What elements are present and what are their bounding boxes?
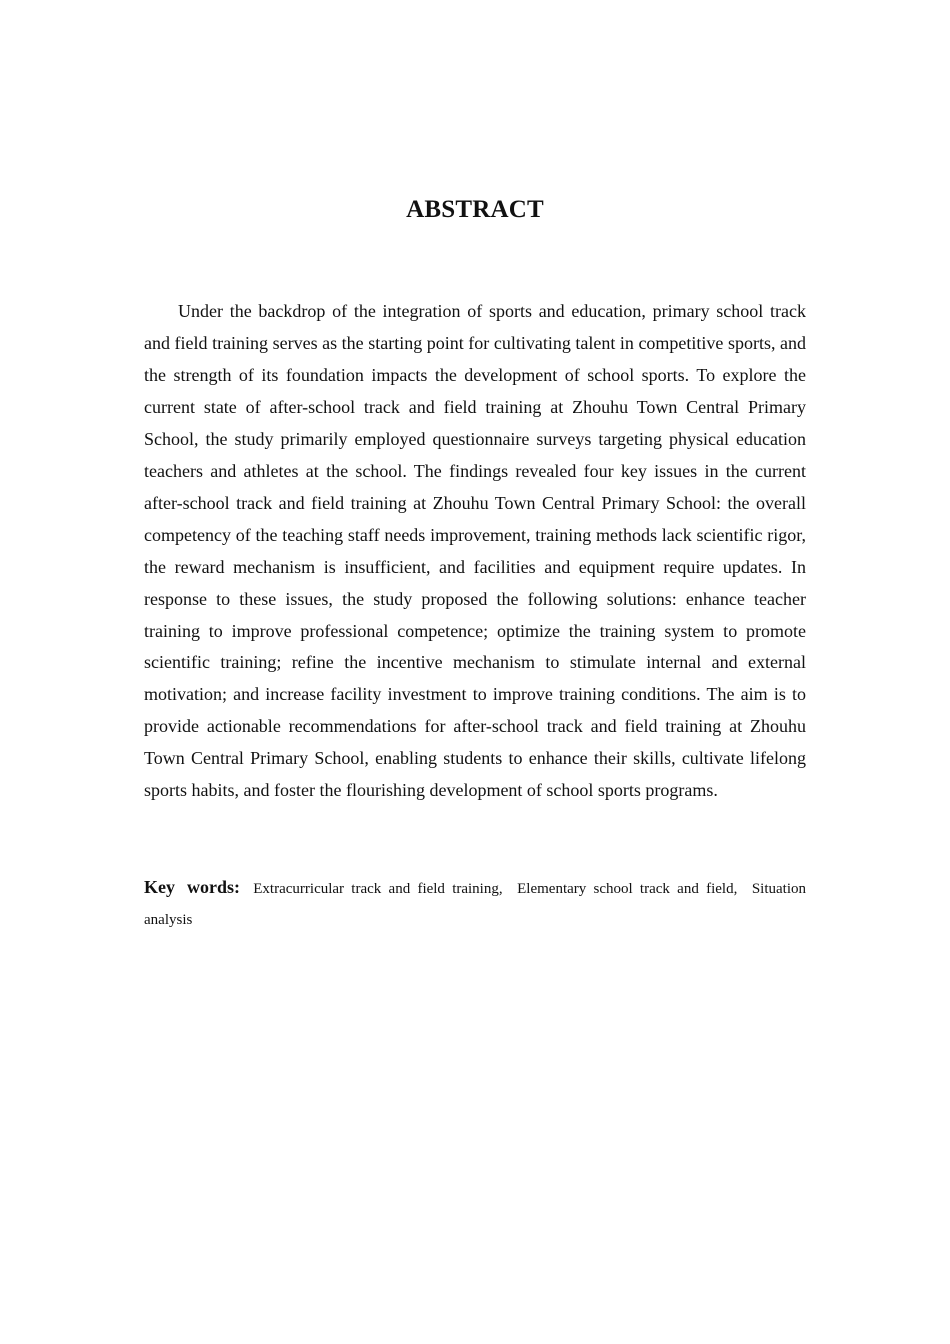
keyword-item: Extracurricular track and field training, [253, 881, 503, 897]
keyword-item: Elementary school track and field, [517, 881, 738, 897]
keywords-label: Key words: [144, 877, 240, 897]
abstract-title: ABSTRACT [406, 196, 544, 223]
abstract-body: Under the backdrop of the integration of sports and education, primary school track and field training serves as the starting point for cultivating talent in competitive sports, and the strength of its foundation impacts the development of school sports. To explore the current state of after-school track and field training at Zhouhu Town Central Primary School, the study primarily employed questionnaire surveys targeting physical education teachers and athletes at the school. The findings revealed four key issues in the current after-school track and field training at Zhouhu Town Central Primary School: the overall competency of the teaching staff needs improvement, training methods lack scientific rigor, the reward mechanism is insufficient, and facilities and equipment require updates. In response to these issues, the study proposed the following solutions: enhance teacher training to improve professional competence; optimize the training system to promote scientific training; refine the incentive mechanism to stimulate internal and external motivation; and increase facility investment to improve training conditions. The aim is to provide actionable recommendations for after-school track and field training at Zhouhu Town Central Primary School, enabling students to enhance their skills, cultivate lifelong sports habits, and foster the flourishing development of school sports programs. [144, 301, 806, 801]
keywords-section [144, 872, 806, 936]
keyword-item: Situation analysis [144, 881, 807, 928]
